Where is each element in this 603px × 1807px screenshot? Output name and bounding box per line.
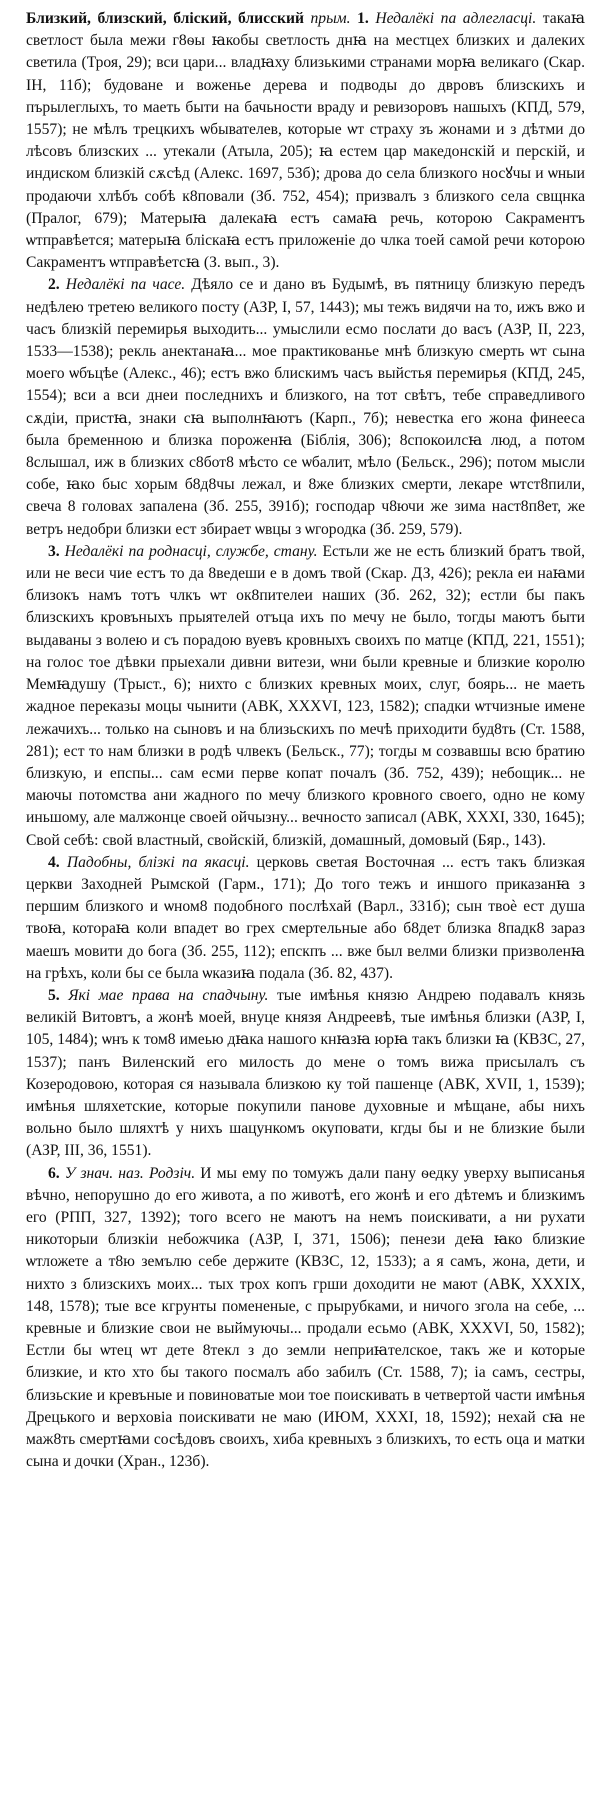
sense-5 bbox=[26, 985, 585, 1163]
sense-text: церковь светая Восточная ... естъ такъ близкая церкви Заходней Рымской (Гарм., 171); До того тежъ и иншого приказанꙗ з першим близкого и ѡном8 подобного послѣхай (Варл., 331б); сын твоѐ ест душа твоꙗ, котораꙗ коли впадет во грех смертельные або б8дет близка 8падк8 зараз маешъ мовити до бога (Зб. 255, 112); епскпъ ... вже был велми близки призволенꙗ на грѣхъ, коли бы се была ѡказиꙗ подала (Зб. 82, 437). bbox=[26, 853, 585, 982]
sense-gloss: Недалёкі па адлегласці. bbox=[375, 10, 537, 27]
sense-number: 4. bbox=[48, 853, 60, 871]
headword: Близкий, близский, бліский, блисский bbox=[26, 10, 304, 27]
sense-text: тые имѣнья князю Андрею подавалъ князь великій Витовтъ, а жонѣ моей, внуце князя Андреевѣ, тые имѣнья близки (АЗР, І, 105, 1484); ѡнъ к том8 имеью дꙗка нашого кнꙗзꙗ юрꙗ такъ близки ꙗ (КВЗС, 27, 1537); панъ Виленский его милость до мене о томъ вижа присылалъ съ Козеродовою, которая ся называла близкою ку той пашенце (АВК, ХVІІ, 1, 1539); имѣнья шляхетские, которые покупили панове духовные и мѣщане, абы нихъ вольно было шляхтѣ у нихъ шацункомъ окуповати, кгды бы и не близкие были (АЗР, ІІІ, 36, 1551). bbox=[26, 986, 585, 1160]
sense-gloss: У знач. наз. Родзіч. bbox=[64, 1164, 196, 1182]
sense-2 bbox=[26, 274, 585, 540]
part-of-speech: прым. bbox=[310, 10, 351, 27]
sense-number: 1. bbox=[357, 10, 369, 27]
sense-gloss: Недалёкі па роднасці, службе, стану. bbox=[64, 542, 318, 560]
sense-text: Естьли же не есть близкий братъ твой, или не веси чие естъ то да 8ведеши е в домъ твой (Скар. ДЗ, 426); рекла еи наꙗми близокъ намъ тотъ члкъ ѡт ок8пителеи наших (Зб. 262, 32); естли бы пакъ близскихъ кровъныхъ прыятелей отъца ихъ по мечу не было, тогды маютъ быти выдаваны з волею и съ порадою вуевъ кровныхъ своихъ по матце (КПД, 221, 1551); на голос тое дѣвки прыехали дивни витези, ѡни были кревные и близкие королю Мемꙗдушу (Трыст., 6); нихто с близких кревных моих, слуг, боярь... не маеть жадное переказы моцы чынити (АВК, ХХХVІ, 123, 1582); спадки ѡтчизные имене лежачихъ... только на сыновъ и на близьскихъ по мечѣ приходити буд8ть (Ст. 1588, 281); ест то нам близки в родѣ члвекъ (Бельск., 77); тогды м созвавшы всю братию близкую, и епспы... сам есми перве копат почалъ (Зб. 752, 439); небощик... не маючы потомства ани жадного по мечу близкого кровного своего, одно не кому иньшому, але малжонце своей ойчызну... вечносто записал (АВК, ХХХІ, 330, 1645); Свой себѣ: свой властный, свойскій, близкій, домашный, домовый (Бяр., 143). bbox=[26, 542, 585, 849]
sense-number: 5. bbox=[48, 986, 60, 1004]
sense-number: 6. bbox=[48, 1164, 60, 1182]
sense-gloss: Недалёкі па часе. bbox=[65, 276, 186, 294]
sense-text: Дѣяло се и дано въ Будымѣ, въ пятницу близкую передъ недѣлею третею великого посту (АЗР, І, 57, 1443); мы тежъ видячи на то, ижъ вжо и часъ близкій перемирья выходить... умыслили есмо послати до васъ (АЗР, ІІ, 223, 1533—1538); рекль анектанаꙗ... мое практикованье мнѣ близкую смерть ѡт сына моего ѡбъцѣе (Алекс., 46); естъ вжо блискимъ часъ выйстья перемирья (КПД, 245, 1554); вси а вси днеи последнихъ и близкого, на тот свѣтъ, тебе справедливого сѫдіи, пристꙗ, знаки сꙗ выполнꙗютъ (Карп., 7б); невестка его жона финееса была бременною и близка пороженꙗ (Біблія, 306); 8спокоилсꙗ люд, а потом 8слышал, иж в близких с8бот8 мѣсто се ѡбалит, мѣло (Бельск., 296); потом мысли собе, ꙗко быс хорым б8д8чы лежал, и 8же близких смерти, лекаре ѡтст8пили, свеча 8 головах запалена (Зб. 255, 391б); господар ч8ючи же зима наст8п8ет, же ветръ недобри близки ест збирает ѡвцы з ѡгородка (Зб. 259, 579). bbox=[26, 276, 585, 538]
sense-number: 3. bbox=[48, 542, 60, 560]
sense-text: И мы ему по томужъ дали пану ѳедку уверху выписанья вѣчно, непорушно до его живота, а по животѣ, его жонѣ и его дѣтемъ и близкимъ его (РПП, 327, 1392); того всего не маютъ на немъ поискивати, а ни рухати никоторыи близкіи небожчика (АЗР, І, 371, 1506); пенези деꙗ ꙗко близкие ѡтложете а т8ю земълю себе держите (КВЗС, 12, 1533); а я самъ, жона, дети, и нихто з близскихъ моих... тых трох копъ грши доходити не мают (АВК, ХХХІХ, 148, 1578); тые все кгрунты помененые, с прырубками, и ничого згола на себе, ... кревные и близкие свои не выймуючы... продали есьмо (АВК, ХХХVІ, 50, 1582); Естли бы ѡтец ѡт дете 8текл з до земли неприꙗтелское, такъ же и которые близкие, и кто хто бы такого посмалъ або забилъ (Ст. 1588, 7); іа самъ, сестры, близьские и кревъные и повиноватые мои тое поискивать в четвертой части имѣнья Дрецького и верховіа поискивати не маю (ИЮМ, ХХХІ, 18, 1592); нехай сꙗ не маж8ть смертꙗми сосѣдовъ своихъ, хиба кревныхъ з близкихъ, то есть оца и матки сына и дочки (Хран., 123б). bbox=[26, 1164, 585, 1471]
sense-number: 2. bbox=[48, 276, 60, 294]
sense-6 bbox=[26, 1163, 585, 1474]
sense-text: такаꙗ светлост была межи г8ѳы ꙗкобы светлость днꙗ на местцех близких и далеких светила (Троя, 29); вси цари... владꙗху близькими странами морꙗ великаго (Скар. ІН, 11б); будоване и воженье дерева и подводы до двровъ близскихъ и пърылеглыхъ, то маеть быти на бачьности враду и ревизоровъ нашыхъ (КПД, 579, 1557); не мѣлъ трецкихъ ѡбывателев, которые ѡт страху зъ жонами и з дѣтми до лѣсовъ близских ... утекали (Атыла, 205); ꙗ естем цар македонскій и перскій, и индиском близкій сѫсѣд (Алекс. 1697, 53б); дрова до села близкого носꙋчы и ѡныи продаючи хлѣбъ собѣ к8повали (Зб. 752, 454); призвалъ з близкого села свщнка (Пралог, 679); Матерыꙗ далекаꙗ естъ самаꙗ речь, которою Сакраментъ ѡтправѣется; матерыꙗ бліскаꙗ естъ приложеніе до члка тоей самой речи которою Сакраментъ ѡтправѣетсꙗ (З. вып., 3). bbox=[26, 10, 585, 272]
sense-gloss: Які мае права на спадчыну. bbox=[68, 986, 269, 1004]
sense-1 bbox=[26, 8, 585, 274]
sense-3 bbox=[26, 541, 585, 852]
sense-gloss: Падобны, блізкі па якасці. bbox=[66, 853, 250, 871]
sense-4 bbox=[26, 852, 585, 985]
